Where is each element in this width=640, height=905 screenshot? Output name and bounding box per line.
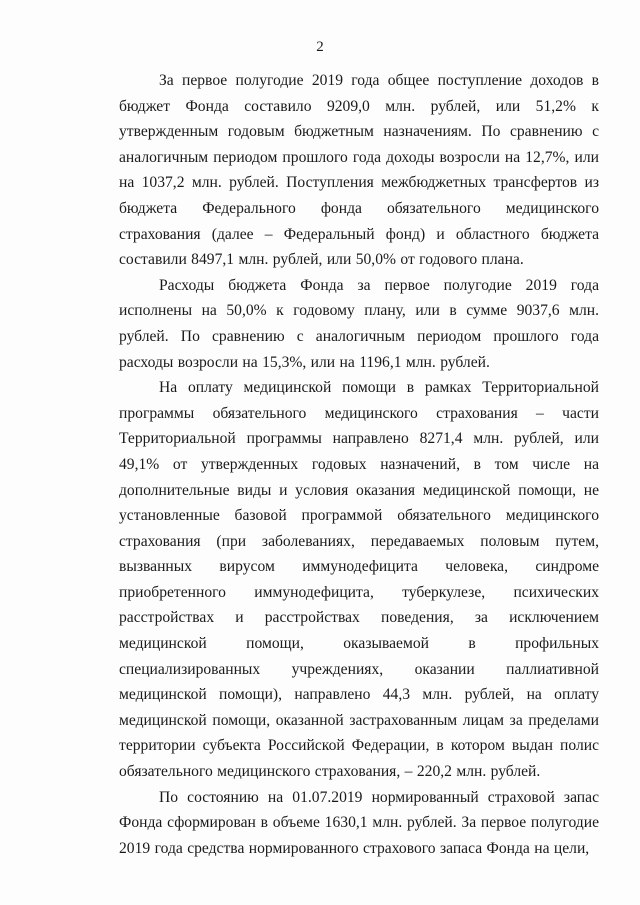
paragraph-medical-care: На оплату медицинской помощи в рамках Территориальной программы обязательного медицинского страхования – части Территориальной программы направлено 8271,4 млн. рублей, или 49,1% от утвержденных годовых назначений, в том числе на дополнительные виды и условия оказания медицинской помощи, не установленные базовой программой обязательного медицинского страхования (при заболеваниях, передаваемых половым путем, вызванных вирусом иммунодефицита человека, синдроме приобретенного иммунодефицита, туберкулезе, психических расстройствах и расстройствах поведения, за исключением медицинской помощи, оказываемой в профильных специализированных учреждениях, оказании паллиативной медицинской помощи), направлено 44,3 млн. рублей, на оплату медицинской помощи, оказанной застрахованным лицам за пределами территории субъекта Российской Федерации, в котором выдан полис обязательного медицинского страхования, – 220,2 млн. рублей.: [119, 379, 599, 781]
document-body: [119, 68, 599, 861]
page-number: 2: [316, 39, 324, 55]
paragraph-expenses: Расходы бюджета Фонда за первое полугодие 2019 года исполнены на 50,0% к годовому плану, или в сумме 9037,6 млн. рублей. По сравнению с аналогичным периодом прошлого года расходы возросли на 15,3%, или на 1196,1 млн. рублей.: [119, 276, 599, 371]
paragraph-insurance-reserve: По состоянию на 01.07.2019 нормированный страховой запас Фонда сформирован в объеме 1630,1 млн. рублей. За первое полугодие 2019 года средства нормированного страхового запаса Фонда на цели,: [119, 788, 599, 857]
paragraph-revenue: За первое полугодие 2019 года общее поступление доходов в бюджет Фонда составило 9209,0 млн. рублей, или 51,2% к утвержденным годовым бюджетным назначениям. По сравнению с аналогичным периодом прошлого года доходы возросли на 12,7%, или на 1037,2 млн. рублей. Поступления межбюджетных трансфертов из бюджета Федерального фонда обязательного медицинского страхования (далее – Федеральный фонд) и областного бюджета составили 8497,1 млн. рублей, или 50,0% от годового плана.: [119, 72, 599, 269]
